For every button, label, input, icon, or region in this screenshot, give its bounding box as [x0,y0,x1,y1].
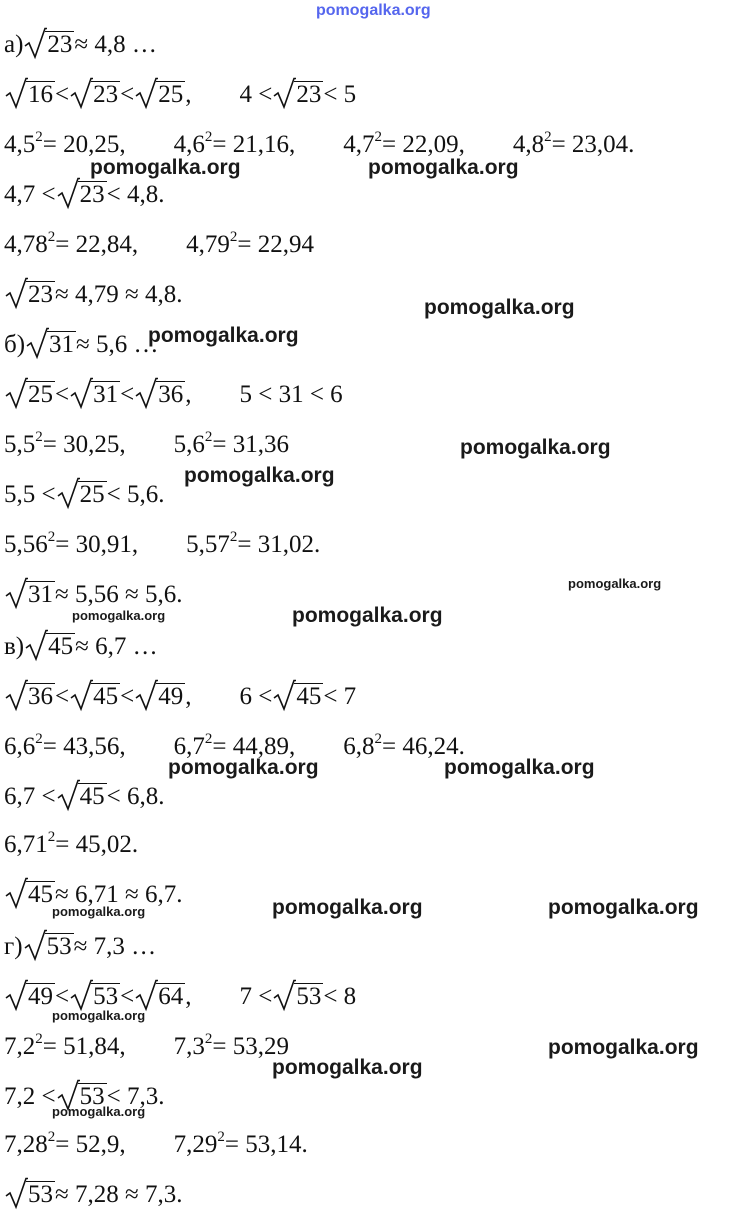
square-root [272,682,323,712]
radicand: 45 [79,783,105,810]
math-text: < 4,8. [106,181,165,208]
math-line-b-interval [4,480,164,510]
math-text: < 6,8. [106,783,165,810]
watermark: pomogalka.org [272,1056,423,1079]
math-text: = 31,36 [212,431,289,458]
radical-sign [4,978,28,1012]
math-text: ≈ 4,79 ≈ 4,8. [55,281,183,308]
math-line-c-interval [4,782,164,812]
watermark: pomogalka.org [292,604,443,627]
exponent: 2 [47,1129,56,1145]
square-root [25,330,76,360]
exponent: 2 [35,731,43,747]
radical-sign [4,678,28,712]
square-root [4,682,55,712]
radical-sign [4,276,28,310]
math-text: 4 < [239,81,273,108]
math-text: = 53,14. [224,1131,308,1158]
square-root [23,932,74,962]
math-text: < [55,983,70,1010]
square-root [134,80,185,110]
math-text: 7 < [239,983,273,1010]
square-root [69,682,120,712]
math-line-b-refine [4,530,320,560]
math-text: 5,5 [4,431,36,458]
math-text: 5,6 [173,431,205,458]
watermark: pomogalka.org [272,896,423,919]
watermark: pomogalka.org [52,904,146,919]
radical-sign [25,326,49,360]
radical-sign [134,978,158,1012]
square-root [4,280,55,310]
radical-sign [23,26,47,60]
math-text: = 45,02. [55,831,139,858]
math-line-d-header [4,932,156,962]
radical-sign [69,376,93,410]
math-text: 7,3 [173,1033,205,1060]
radical-sign [272,678,296,712]
radicand: 53 [28,1181,53,1208]
radical-sign [4,76,28,110]
math-text: а) [4,31,24,58]
math-text: 7,2 < [4,1083,56,1110]
radical-sign [69,678,93,712]
watermark: pomogalka.org [316,2,431,19]
radicand: 45 [48,633,74,660]
square-root [4,880,55,910]
math-line-d-result [4,1180,182,1210]
radicand: 16 [28,81,53,108]
square-root [69,380,120,410]
square-root [4,80,55,110]
math-line-a-interval [4,180,164,210]
math-text: 6,71 [4,831,48,858]
math-text: ≈ 6,7 … [75,633,158,660]
math-text: = 23,04. [551,131,635,158]
radicand: 31 [49,331,75,358]
math-text: = 22,09, [381,131,465,158]
math-text: 4,78 [4,231,48,258]
radicand: 53 [79,1083,105,1110]
math-text: = 20,25, [42,131,126,158]
radicand: 31 [93,381,119,408]
math-text: 6 < [239,683,273,710]
radical-sign [56,778,80,812]
math-text: < [55,683,70,710]
exponent: 2 [35,429,43,445]
radical-sign [134,76,158,110]
radical-sign [56,176,80,210]
radicand: 25 [28,381,53,408]
radicand: 36 [28,683,53,710]
radical-sign [134,376,158,410]
exponent: 2 [217,1129,225,1145]
math-text: 7,29 [173,1131,218,1158]
radicand: 53 [296,983,322,1010]
radicand: 25 [158,81,184,108]
math-line-d-squares [4,1032,289,1062]
math-text: 6,8 [343,733,375,760]
square-root [69,80,120,110]
exponent: 2 [229,229,238,245]
math-text: 5,57 [186,531,230,558]
math-text: < [120,81,135,108]
math-text: 7,2 [4,1033,36,1060]
radical-sign [272,76,296,110]
math-text: ≈ 6,71 ≈ 6,7. [55,881,183,908]
radicand: 23 [296,81,322,108]
math-text: ≈ 5,6 … [76,331,159,358]
exponent: 2 [374,731,382,747]
watermark: pomogalka.org [184,464,335,487]
radical-sign [24,628,48,662]
math-text: г) [4,933,23,960]
math-text: ≈ 4,8 … [74,31,157,58]
radicand: 23 [28,281,53,308]
radicand: 53 [93,983,119,1010]
math-line-b-result [4,580,182,610]
exponent: 2 [204,731,213,747]
math-text: < [120,381,135,408]
square-root [4,982,55,1012]
radicand: 25 [79,481,105,508]
math-text: = 52,9, [55,1131,126,1158]
math-text: ≈ 7,3 … [73,933,157,960]
math-line-b-header [4,330,159,360]
exponent: 2 [35,1031,43,1047]
radical-sign [69,978,93,1012]
math-text: 4,5 [4,131,36,158]
math-text: = 44,89, [212,733,296,760]
radicand: 23 [93,81,119,108]
exponent: 2 [47,829,56,845]
math-line-b-squares [4,430,289,460]
square-root [134,380,185,410]
math-text: < [120,683,135,710]
radicand: 45 [296,683,322,710]
math-text: 6,7 [173,733,205,760]
exponent: 2 [229,529,238,545]
exponent: 2 [47,229,56,245]
watermark: pomogalka.org [548,1036,699,1059]
radical-sign [134,678,158,712]
math-text: , [185,81,192,108]
math-text: = 22,84, [55,231,139,258]
watermark: pomogalka.org [424,296,575,319]
square-root [272,982,323,1012]
math-text: = 31,02. [237,531,321,558]
radical-sign [4,876,28,910]
square-root [134,682,185,712]
math-text: = 30,25, [42,431,126,458]
math-text: < 5,6. [106,481,165,508]
math-line-c-refine [4,830,138,860]
math-text: = 30,91, [55,531,139,558]
exponent: 2 [204,429,213,445]
math-line-c-bounds [4,682,356,712]
math-text: = 22,94 [237,231,314,258]
math-text: = 46,24. [381,733,465,760]
math-line-a-result [4,280,182,310]
math-text: б) [4,331,26,358]
radicand: 23 [79,181,105,208]
math-text: 4,7 [343,131,375,158]
exponent: 2 [544,129,552,145]
math-text: < 7 [323,683,357,710]
exponent: 2 [204,129,213,145]
exponent: 2 [35,129,43,145]
math-text: = 51,84, [42,1033,126,1060]
watermark: pomogalka.org [548,896,699,919]
radical-sign [4,376,28,410]
math-line-c-header [4,632,158,662]
radical-sign [23,928,47,962]
radicand: 53 [46,933,72,960]
watermark: pomogalka.org [52,1104,146,1119]
math-text: в) [4,633,25,660]
math-line-a-bounds [4,80,356,110]
radicand: 49 [28,983,53,1010]
radicand: 23 [47,31,73,58]
math-line-a-header [4,30,157,60]
watermark: pomogalka.org [460,436,611,459]
math-text: ≈ 5,56 ≈ 5,6. [55,581,183,608]
math-text: < 8 [323,983,357,1010]
exponent: 2 [204,1031,213,1047]
math-text: , [185,683,192,710]
watermark: pomogalka.org [52,1008,146,1023]
math-text: = 21,16, [212,131,296,158]
math-text: 4,79 [186,231,230,258]
square-root [24,632,75,662]
square-root [4,1180,55,1210]
watermark: pomogalka.org [72,608,166,623]
watermark: pomogalka.org [368,156,519,179]
math-text: 4,7 < [4,181,56,208]
radical-sign [56,476,80,510]
radicand: 64 [158,983,184,1010]
square-root [4,580,55,610]
math-text: 5,5 < [4,481,56,508]
math-text: 6,7 < [4,783,56,810]
watermark: pomogalka.org [168,756,319,779]
watermark: pomogalka.org [148,324,299,347]
radical-sign [4,1176,28,1210]
radicand: 49 [158,683,184,710]
math-text: 7,28 [4,1131,48,1158]
math-text: < [120,983,135,1010]
math-text: = 43,56, [42,733,126,760]
radical-sign [4,576,28,610]
math-text: 5 < 31 < 6 [239,381,343,408]
square-root [56,480,107,510]
math-text: < 5 [323,81,357,108]
square-root [23,30,74,60]
radical-sign [69,76,93,110]
exponent: 2 [47,529,56,545]
square-root [56,180,107,210]
square-root [4,380,55,410]
math-text: 4,8 [512,131,545,158]
math-text: ≈ 7,28 ≈ 7,3. [55,1181,183,1208]
radicand: 45 [93,683,119,710]
math-line-d-refine [4,1130,308,1160]
exponent: 2 [374,129,382,145]
math-text: = 53,29 [212,1033,289,1060]
math-text: , [185,381,192,408]
radicand: 45 [28,881,53,908]
math-text: 4,6 [173,131,205,158]
radicand: 36 [158,381,184,408]
square-root [56,782,107,812]
math-line-a-refine [4,230,314,260]
math-text: < [55,381,70,408]
watermark: pomogalka.org [90,156,241,179]
watermark: pomogalka.org [444,756,595,779]
watermark: pomogalka.org [568,576,662,591]
math-text: , [185,983,192,1010]
radicand: 31 [28,581,53,608]
square-root [272,80,323,110]
math-text: < [55,81,70,108]
radical-sign [272,978,296,1012]
math-text: 6,6 [4,733,36,760]
math-text: 5,56 [4,531,48,558]
math-text: < 7,3. [106,1083,165,1110]
math-line-b-bounds [4,380,343,410]
